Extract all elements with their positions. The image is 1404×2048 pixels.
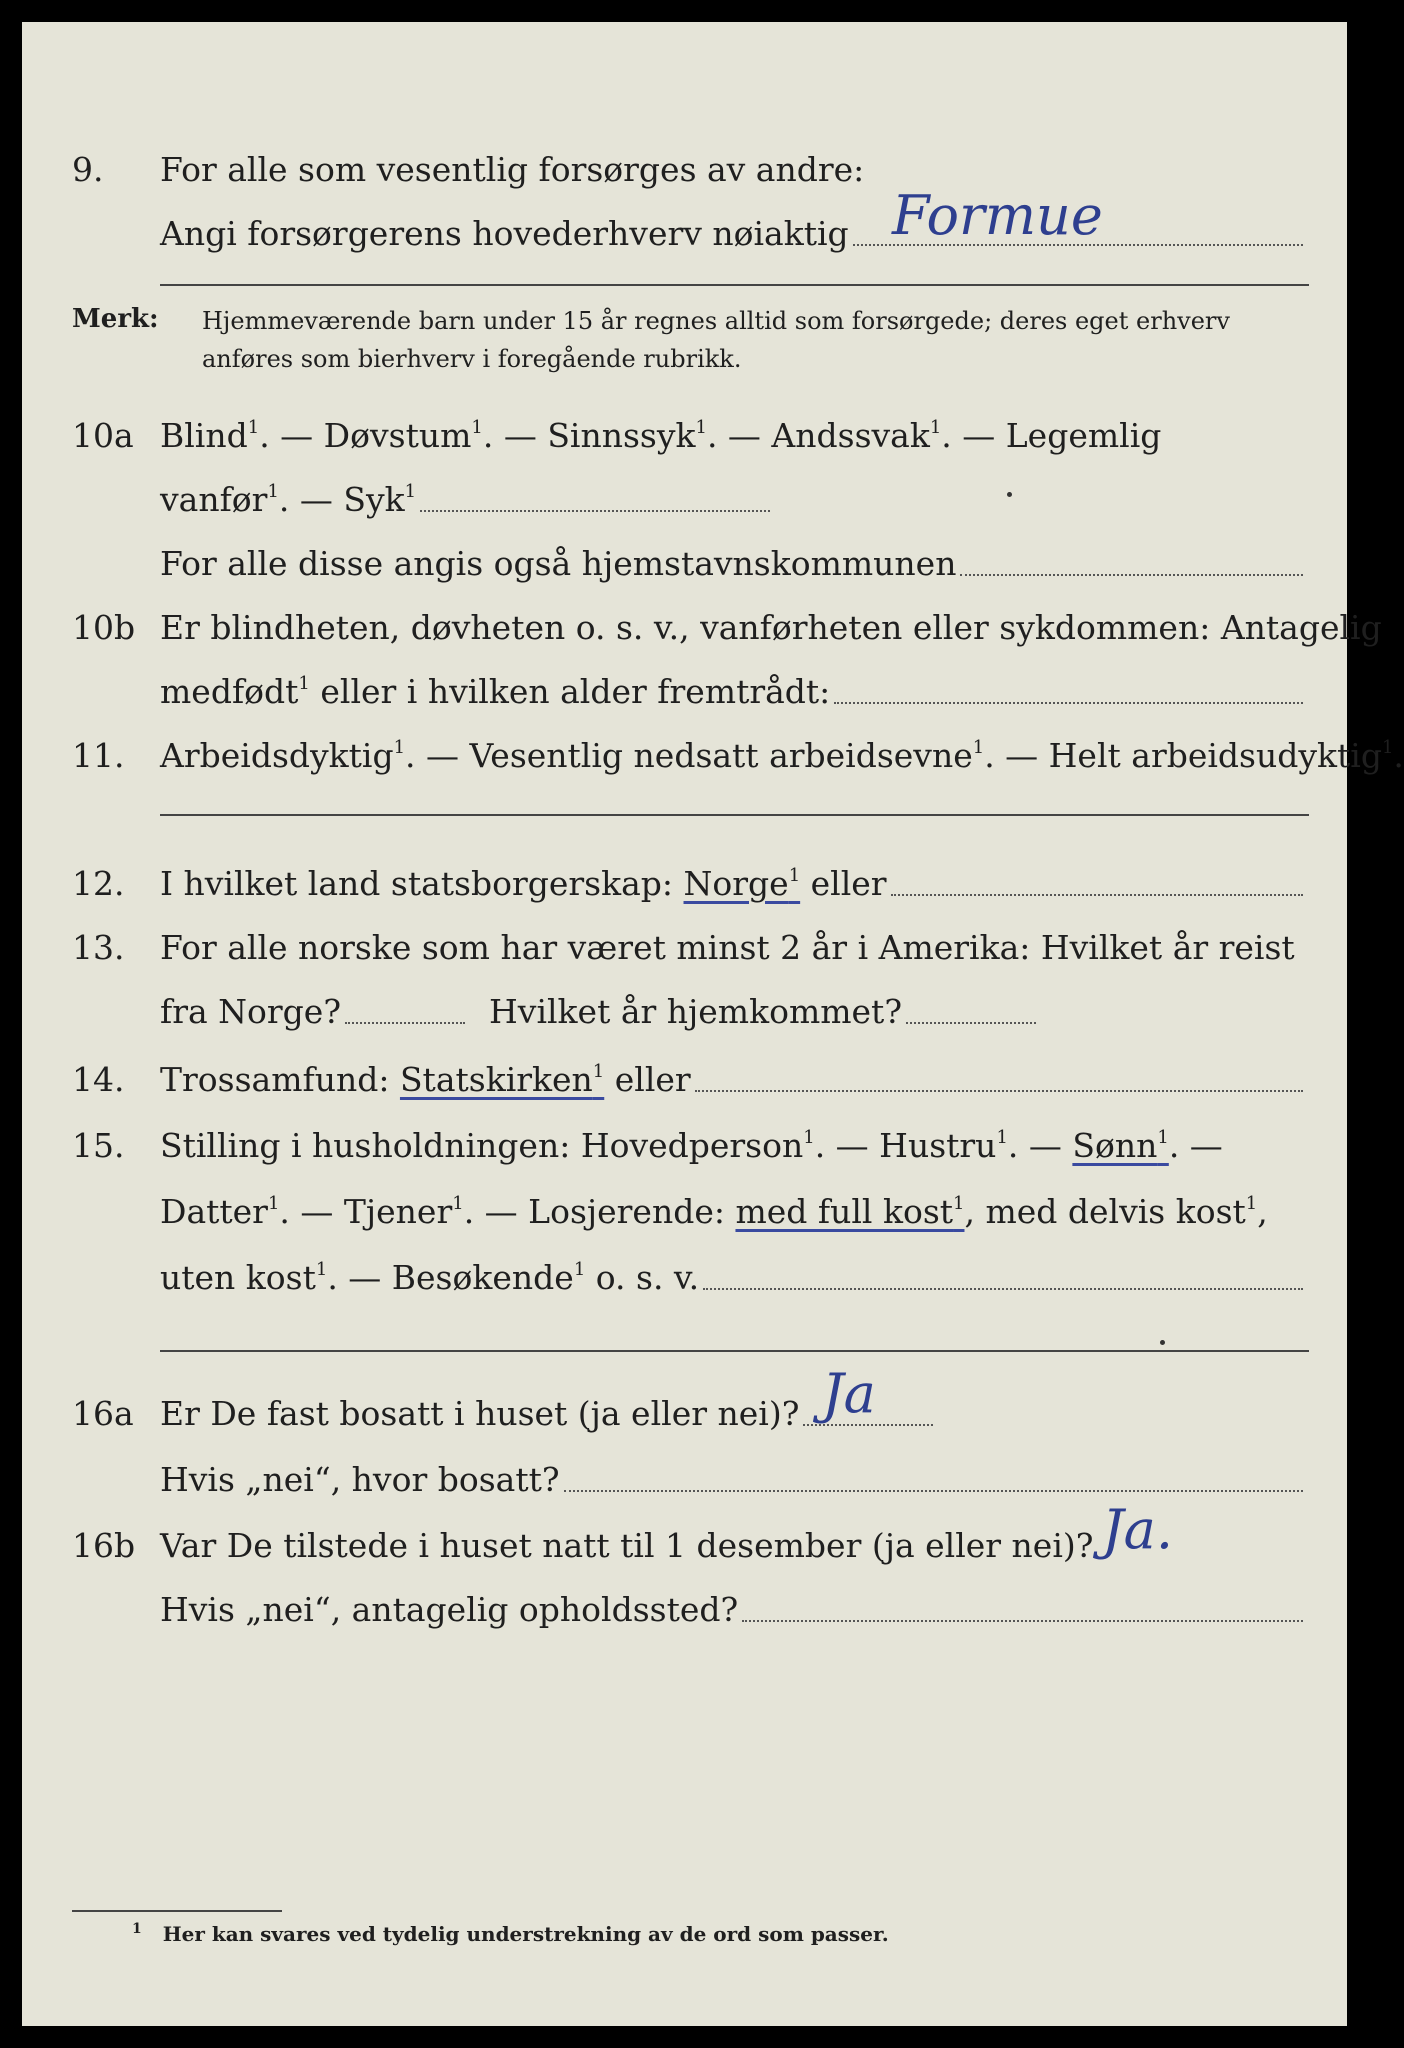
q13-number: 13. [72, 928, 125, 967]
q15-son-underlined[interactable]: Sønn$^1$ [1072, 1126, 1169, 1165]
q10a-line1: Blind$^1$. — Døvstum$^1$. — Sinnssyk$^1$. — Andssvak$^1$. — Legemlig [160, 416, 1162, 455]
q16b-number: 16b [72, 1526, 136, 1565]
q10b-line1: Er blindheten, døvheten o. s. v., vanførheten eller sykdommen: Antagelig [160, 608, 1382, 647]
q15-line3: uten kost$^1$. — Besøkende$^1$ o. s. v. [160, 1256, 1309, 1300]
q14-line: Trossamfund: Statskirken$^1$ eller [160, 1058, 1309, 1102]
q15-full-board-underlined[interactable]: med full kost$^1$ [735, 1192, 965, 1231]
census-form-page [22, 22, 1404, 2026]
q12-norway-underlined[interactable]: Norge$^1$ [683, 864, 801, 903]
q11-line: Arbeidsdyktig$^1$. — Vesentlig nedsatt arbeidsevne$^1$. — Helt arbeidsudyktig$^1$. [160, 736, 1404, 775]
q16b-line2: Hvis „nei“, antagelig opholdssted? [160, 1588, 1309, 1632]
q16a-line1: Er De fast bosatt i huset (ja eller nei)? [160, 1392, 1309, 1436]
q9-number: 9. [72, 150, 104, 189]
q11-number: 11. [72, 736, 125, 775]
q16b-line1: Var De tilstede i huset natt til 1 desember (ja eller nei)? [160, 1526, 1094, 1565]
q16a-handwritten-answer: Ja [822, 1362, 876, 1425]
q15-line2: Datter$^1$. — Tjener$^1$. — Losjerende: med full kost$^1$, med delvis kost$^1$, [160, 1192, 1268, 1231]
q14-number: 14. [72, 1060, 125, 1099]
q12-number: 12. [72, 864, 125, 903]
q10a-number: 10a [72, 416, 134, 455]
q12-other-country-line[interactable] [891, 894, 1303, 896]
q16a-residence-line[interactable] [564, 1490, 1303, 1492]
divider [160, 1350, 1309, 1352]
q13-return-year-line[interactable] [906, 1022, 1036, 1024]
q14-other-faith-line[interactable] [695, 1090, 1303, 1092]
divider [160, 284, 1309, 286]
merk-line2: anføres som bierhverv i foregående rubrikk. [202, 345, 742, 373]
q10b-line2: medfødt$^1$ eller i hvilken alder fremtrådt: [160, 670, 1309, 714]
q10a-sick-answer-line[interactable] [420, 510, 770, 512]
q14-state-church-underlined[interactable]: Statskirken$^1$ [399, 1060, 605, 1099]
q9-line2: Angi forsørgerens hovederhverv nøiaktig [160, 212, 1309, 256]
q10a-home-municipality-line[interactable] [960, 574, 1303, 576]
q9-line1: For alle som vesentlig forsørges av andre: [160, 150, 865, 189]
q13-departure-year-line[interactable] [345, 1022, 465, 1024]
q16a-number: 16a [72, 1394, 134, 1433]
divider [160, 814, 1309, 816]
q10a-line2: vanfør$^1$. — Syk$^1$ [160, 478, 1309, 522]
q13-line2: fra Norge? Hvilket år hjemkommet? [160, 990, 1309, 1034]
q13-line1: For alle norske som har været minst 2 år i Amerika: Hvilket år reist [160, 928, 1295, 967]
footnote-divider [72, 1910, 282, 1912]
q9-handwritten-answer: Formue [892, 184, 1103, 247]
merk-label: Merk: [72, 304, 159, 334]
footnote: $^1$ Her kan svares ved tydelig understrekning av de ord som passer. [132, 1921, 889, 1946]
q16a-line2: Hvis „nei“, hvor bosatt? [160, 1458, 1309, 1502]
q15-line1: Stilling i husholdningen: Hovedperson$^1$. — Hustru$^1$. — Sønn$^1$. — [160, 1126, 1223, 1165]
q12-line: I hvilket land statsborgerskap: Norge$^1$ eller [160, 862, 1309, 906]
q10b-number: 10b [72, 608, 136, 647]
q16b-whereabouts-line[interactable] [742, 1620, 1303, 1622]
q15-answer-line[interactable] [703, 1288, 1303, 1290]
q16b-handwritten-answer: Ja. [1102, 1498, 1174, 1561]
q10b-answer-line[interactable] [834, 702, 1303, 704]
merk-line1: Hjemmeværende barn under 15 år regnes alltid som forsørgede; deres eget erhverv [202, 307, 1230, 335]
q10a-line3: For alle disse angis også hjemstavnskommunen [160, 542, 1309, 586]
q15-number: 15. [72, 1126, 125, 1165]
